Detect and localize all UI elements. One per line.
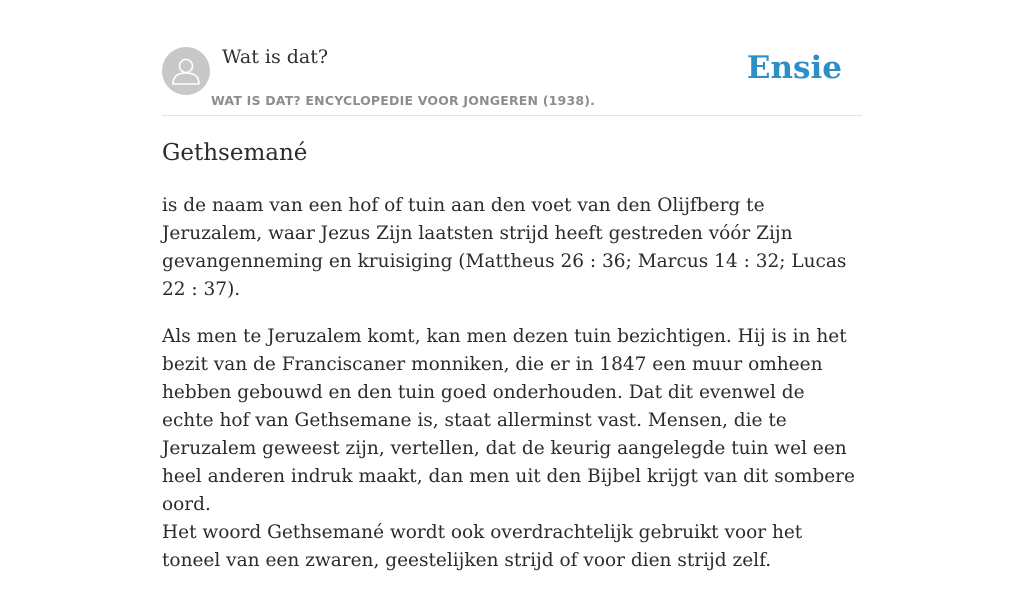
entry-body xyxy=(162,192,862,594)
article-page xyxy=(162,0,862,571)
user-placeholder-icon[interactable] xyxy=(162,47,210,95)
entry-paragraph: is de naam van een hof of tuin aan den voet van den Olijfberg te Jeruzalem, waar Jezus Zijn laatsten strijd heeft gestreden vóór Zijn gevangenneming en kruisiging (Mattheus 26 : 36; Marcus 14 : 32; Lucas 22 : 37). xyxy=(162,195,847,300)
entry-title: Gethsemané xyxy=(162,140,308,166)
entry-paragraph: Het woord Gethsemané wordt ook overdrachtelijk gebruikt voor het toneel van een zwaren, geestelijken strijd of voor dien strijd zelf. xyxy=(162,522,803,571)
entry-paragraph: Als men te Jeruzalem komt, kan men dezen tuin bezichtigen. Hij is in het bezit van de Franciscaner monniken, die er in 1847 een muur omheen hebben gebouwd en den tuin goed onderhouden. Dat dit evenwel de echte hof van Gethsemane is, staat allerminst vast. Mensen, die te Jeruzalem geweest zijn, vertellen, dat de keurig aangelegde tuin wel een heel anderen indruk maakt, dan men uit den Bijbel krijgt van dit sombere oord. xyxy=(162,326,855,515)
source-title[interactable]: Wat is dat? xyxy=(222,46,329,68)
source-subtitle: WAT IS DAT? ENCYCLOPEDIE VOOR JONGEREN (1938). xyxy=(211,93,596,108)
brand-logo[interactable]: Ensie xyxy=(746,50,842,86)
source-header xyxy=(162,0,862,116)
